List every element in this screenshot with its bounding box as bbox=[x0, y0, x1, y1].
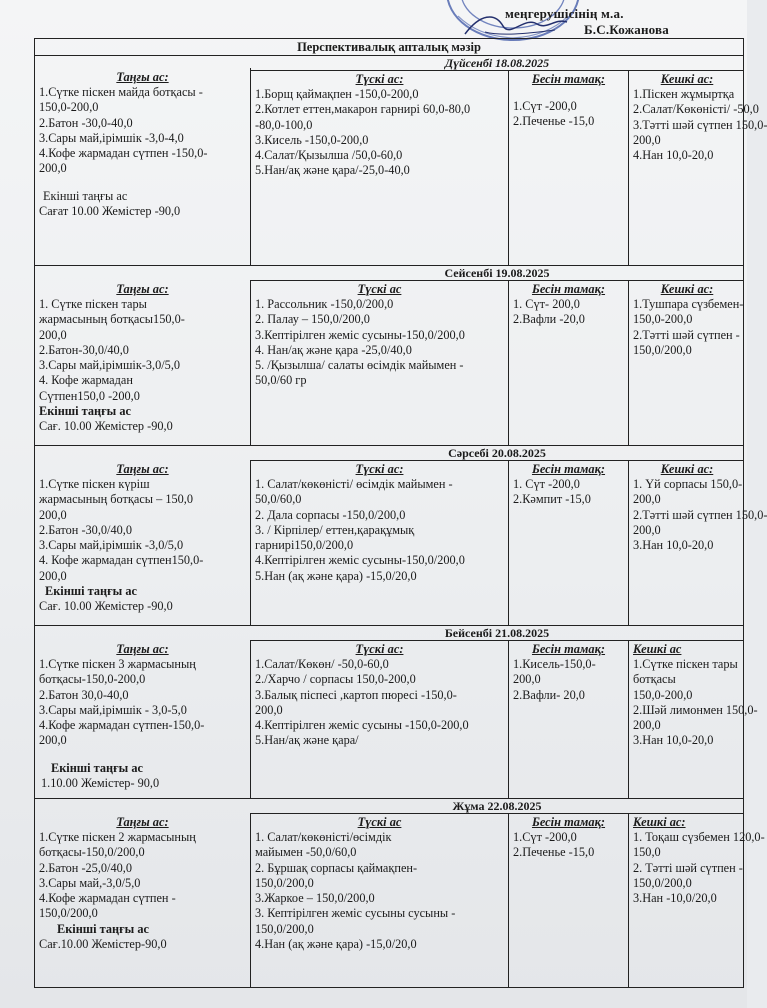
breakfast-heading: Таңғы ас: bbox=[116, 815, 169, 829]
menu-line: 2.Батон -30,0-40,0 bbox=[39, 115, 133, 130]
menu-line: 4.Кептірілген жеміс сусыны-150,0/200,0 bbox=[255, 553, 465, 568]
menu-line: 4.Кофе жармадан сүтпен - bbox=[39, 891, 176, 906]
menu-line: 4. Нан/ақ және қара -25,0/40,0 bbox=[255, 342, 412, 357]
dinner-heading: Кешкі ас: bbox=[660, 462, 714, 476]
lunch-cell bbox=[251, 280, 509, 445]
snack-cell bbox=[509, 280, 629, 445]
lunch-cell bbox=[251, 813, 509, 987]
menu-line: 3.Тәтті шәй сүтпен 150,0- bbox=[633, 117, 767, 132]
breakfast-cell bbox=[35, 460, 251, 625]
menu-line: 150,0/200,0 bbox=[633, 342, 692, 357]
menu-line: гарнирі150,0/200,0 bbox=[255, 538, 354, 553]
approver-title: меңгерушісінің м.а. bbox=[505, 6, 624, 21]
menu-line: 1.Сүт -200,0 bbox=[513, 99, 577, 113]
menu-line: 150,0-200,0 bbox=[633, 687, 693, 702]
menu-line: 3.Жаркое – 150,0/200,0 bbox=[255, 891, 375, 906]
breakfast-heading: Таңғы ас: bbox=[116, 462, 169, 476]
menu-line: 4.Салат/Қызылша /50,0-60,0 bbox=[255, 148, 403, 163]
menu-line: 1. Рассольник -150,0/200,0 bbox=[255, 297, 394, 311]
menu-line: 2.Вафли- 20,0 bbox=[513, 687, 585, 702]
menu-line: 5.Нан/ақ және қара/ bbox=[255, 733, 359, 748]
menu-line: 200,0 bbox=[39, 507, 67, 522]
menu-line: 50,0/60,0 bbox=[255, 492, 302, 507]
menu-line: 5.Нан (ақ және қара) -15,0/20,0 bbox=[255, 568, 417, 583]
menu-line: 200,0 bbox=[633, 718, 661, 733]
menu-line: 3.Сары май,ірімшік -3,0/5,0 bbox=[39, 538, 184, 553]
menu-line: ботқасы-150,0/200,0 bbox=[39, 845, 145, 860]
menu-line: 4.Кофе жармадан сүтпен-150,0- bbox=[39, 718, 205, 733]
menu-line: 1. Сүт -200,0 bbox=[513, 477, 580, 491]
menu-line: 200,0 bbox=[513, 672, 541, 687]
second-breakfast-title: Екінші таңғы ас bbox=[57, 921, 149, 936]
menu-line: 3.Кисель -150,0-200,0 bbox=[255, 132, 369, 147]
menu-line: 3.Нан 10,0-20,0 bbox=[633, 733, 714, 748]
dinner-cell bbox=[629, 70, 767, 265]
day-block-wednesday bbox=[35, 446, 767, 626]
menu-line: 2.Батон -25,0/40,0 bbox=[39, 860, 132, 875]
dinner-heading: Кешкі ас: bbox=[633, 815, 686, 829]
breakfast-heading: Таңғы ас: bbox=[116, 282, 169, 296]
dinner-cell bbox=[629, 280, 745, 445]
lunch-heading: Түскі ас: bbox=[355, 642, 404, 656]
menu-line: 2. Палау – 150,0/200,0 bbox=[255, 312, 370, 327]
breakfast-cell bbox=[35, 640, 251, 798]
menu-line: 1.Салат/Көкөн/ -50,0-60,0 bbox=[255, 657, 389, 671]
second-breakfast-title: Екінші таңғы ас bbox=[39, 404, 131, 419]
menu-line: 2.Тәтті шәй сүтпен - bbox=[633, 327, 740, 342]
second-breakfast-line: Сағ. 10.00 Жемістер -90,0 bbox=[39, 419, 173, 434]
menu-line: 150,0/200,0 bbox=[633, 875, 692, 890]
menu-line: 3. Кептірілген жеміс сусыны сусыны - bbox=[255, 906, 456, 921]
menu-line: 1. Салат/көкөністі/ өсімдік майымен - bbox=[255, 477, 453, 491]
menu-line: майымен -50,0/60,0 bbox=[255, 845, 357, 860]
lunch-heading: Түскі ас bbox=[357, 282, 402, 296]
menu-line: 150,0/200,0 bbox=[255, 875, 314, 890]
menu-line: 200,0 bbox=[633, 492, 661, 507]
lunch-heading: Түскі ас: bbox=[355, 72, 404, 86]
menu-line: 150,0-200,0 bbox=[633, 312, 693, 327]
menu-line: Сүтпен150,0 -200,0 bbox=[39, 388, 140, 403]
menu-line: 2./Харчо / сорпасы 150,0-200,0 bbox=[255, 672, 416, 687]
menu-line: 4.Нан 10,0-20,0 bbox=[633, 148, 714, 163]
menu-line: 2. Тәтті шәй сүтпен - bbox=[633, 860, 743, 875]
menu-line: 200,0 bbox=[39, 327, 67, 342]
menu-line: 2.Батон-30,0/40,0 bbox=[39, 342, 129, 357]
menu-line: 1.Сүтке піскен 2 жармасының bbox=[39, 830, 196, 844]
menu-line: 1. Салат/көкөністі/өсімдік bbox=[255, 830, 392, 844]
breakfast-cell bbox=[35, 813, 251, 987]
snack-heading: Бесін тамақ: bbox=[531, 72, 606, 86]
second-breakfast-title: Екінші таңғы ас bbox=[51, 760, 143, 775]
day-title: Сейсенбі 19.08.2025 bbox=[251, 266, 743, 281]
menu-line: 150,0-200,0 bbox=[39, 100, 99, 115]
menu-line: 2.Кәмпит -15,0 bbox=[513, 492, 591, 507]
menu-line: 2. Дала сорпасы -150,0/200,0 bbox=[255, 507, 406, 522]
dinner-heading: Кешкі ас: bbox=[660, 72, 714, 86]
menu-line: 200,0 bbox=[39, 568, 67, 583]
dinner-cell bbox=[629, 813, 765, 987]
menu-line: ботқасы bbox=[633, 672, 676, 687]
menu-line: 200,0 bbox=[255, 702, 283, 717]
menu-line: 3.Кептірілген жеміс сусыны-150,0/200,0 bbox=[255, 327, 465, 342]
lunch-cell bbox=[251, 640, 509, 798]
lunch-heading: Түскі ас bbox=[357, 815, 402, 829]
menu-line: 4.Нан (ақ және қара) -15,0/20,0 bbox=[255, 937, 417, 952]
dinner-cell bbox=[629, 640, 758, 798]
menu-line: 4.Кофе жармадан сүтпен -150,0- bbox=[39, 146, 208, 161]
second-breakfast-line: 1.10.00 Жемістер- 90,0 bbox=[41, 776, 160, 791]
menu-line: 2.Печенье -15,0 bbox=[513, 845, 595, 860]
menu-line: 1.Сүтке піскен күріш bbox=[39, 477, 150, 491]
menu-line: 3.Балық піспесі ,картоп пюресі -150,0- bbox=[255, 687, 457, 702]
menu-line: 3.Сары май,ірімшік - 3,0-5,0 bbox=[39, 702, 187, 717]
menu-line: 3.Нан 10,0-20,0 bbox=[633, 538, 714, 553]
breakfast-cell bbox=[35, 280, 251, 445]
menu-line: 50,0/60 гр bbox=[255, 373, 307, 388]
snack-cell bbox=[509, 70, 629, 265]
menu-line: 200,0 bbox=[39, 161, 67, 176]
snack-heading: Бесін тамақ: bbox=[531, 642, 606, 656]
day-block-friday bbox=[35, 799, 765, 987]
menu-line: 2.Тәтті шәй сүтпен 150,0- bbox=[633, 507, 767, 522]
lunch-cell bbox=[251, 460, 509, 625]
menu-line: 2.Батон -30,0/40,0 bbox=[39, 522, 132, 537]
menu-line: 200,0 bbox=[39, 733, 67, 748]
second-breakfast-line: Сағ.10.00 Жемістер-90,0 bbox=[39, 937, 167, 952]
menu-title: Перспективалық апталық мәзір bbox=[35, 39, 743, 56]
second-breakfast-title: Екінші таңғы ас bbox=[45, 584, 137, 599]
menu-line: 5.Нан/ақ және қара/-25,0-40,0 bbox=[255, 163, 410, 178]
menu-line: 150,0/200,0 bbox=[39, 906, 98, 921]
breakfast-heading: Таңғы ас: bbox=[116, 642, 169, 656]
menu-line: 4.Кептірілген жеміс сусыны -150,0-200,0 bbox=[255, 718, 469, 733]
second-breakfast-line: Сағ. 10.00 Жемістер -90,0 bbox=[39, 599, 173, 614]
menu-line: 1.Піскен жұмыртқа bbox=[633, 87, 735, 101]
menu-line: 2.Шәй лимонмен 150,0- bbox=[633, 702, 758, 717]
breakfast-heading: Таңғы ас: bbox=[116, 70, 169, 84]
lunch-cell bbox=[251, 70, 509, 265]
day-title: Бейсенбі 21.08.2025 bbox=[251, 626, 743, 641]
menu-line: 1. Тоқаш сүзбемен 120,0- bbox=[633, 830, 765, 844]
menu-line: 4. Кофе жармадан сүтпен150,0- bbox=[39, 553, 204, 568]
menu-line: 1. Сүт- 200,0 bbox=[513, 297, 580, 311]
menu-line: 2.Батон 30,0-40,0 bbox=[39, 687, 129, 702]
snack-cell bbox=[509, 640, 629, 798]
menu-line: 3.Сары май,ірімшік -3,0-4,0 bbox=[39, 130, 184, 145]
breakfast-cell bbox=[35, 68, 251, 265]
menu-line: 3. / Кірпілер/ еттен,қарақұмық bbox=[255, 522, 415, 537]
menu-line: 150,0 bbox=[633, 845, 661, 860]
menu-line: 3.Сары май,-3,0/5,0 bbox=[39, 875, 141, 890]
day-block-tuesday bbox=[35, 266, 743, 446]
day-title: Сәрсебі 20.08.2025 bbox=[251, 446, 743, 461]
menu-line: 2.Печенье -15,0 bbox=[513, 114, 595, 129]
lunch-heading: Түскі ас: bbox=[355, 462, 404, 476]
menu-line: жармасының ботқасы150,0- bbox=[39, 312, 185, 327]
menu-line: 3.Нан -10,0/20,0 bbox=[633, 891, 717, 906]
menu-line: 1.Сүт -200,0 bbox=[513, 830, 577, 844]
dinner-heading: Кешкі ас bbox=[633, 642, 682, 656]
menu-line: 2. Бұршақ сорпасы қаймақпен- bbox=[255, 860, 418, 875]
menu-line: 1.Сүтке піскен тары bbox=[633, 657, 738, 671]
menu-line: 1.Кисель-150,0- bbox=[513, 657, 596, 671]
menu-line: 2.Котлет еттен,макарон гарнирі 60,0-80,0 bbox=[255, 102, 471, 117]
approver-name: Б.С.Кожанова bbox=[584, 22, 669, 37]
snack-heading: Бесін тамақ: bbox=[531, 815, 606, 829]
menu-line: 4. Кофе жармадан bbox=[39, 373, 133, 388]
menu-line: 200,0 bbox=[633, 132, 661, 147]
menu-line: ботқасы-150,0-200,0 bbox=[39, 672, 146, 687]
dinner-heading: Кешкі ас: bbox=[660, 282, 714, 296]
menu-line: 5. /Қызылша/ салаты өсімдік майымен - bbox=[255, 358, 464, 373]
menu-line: -80,0-100,0 bbox=[255, 117, 313, 132]
second-breakfast-title: Екінші таңғы ас bbox=[43, 188, 128, 203]
dinner-cell bbox=[629, 460, 767, 625]
menu-line: 1.Борщ қаймақпен -150,0-200,0 bbox=[255, 87, 419, 101]
day-block-monday bbox=[35, 56, 767, 266]
menu-line: 2.Вафли -20,0 bbox=[513, 312, 585, 327]
menu-line: 3.Сары май,ірімшік-3,0/5,0 bbox=[39, 358, 181, 373]
snack-heading: Бесін тамақ: bbox=[531, 282, 606, 296]
menu-line: 1. Сүтке піскен тары bbox=[39, 297, 147, 311]
snack-cell bbox=[509, 813, 629, 987]
second-breakfast-line: Сағат 10.00 Жемістер -90,0 bbox=[39, 204, 181, 219]
menu-line: 2.Салат/Көкөністі/ -50,0 bbox=[633, 102, 759, 117]
menu-line: 200,0 bbox=[633, 522, 661, 537]
menu-line: 1. Үй сорпасы 150,0- bbox=[633, 477, 743, 491]
menu-line: 1.Тушпара сүзбемен- bbox=[633, 297, 744, 311]
menu-table bbox=[34, 38, 767, 988]
day-title: Дүйсенбі 18.08.2025 bbox=[251, 56, 743, 71]
day-title: Жұма 22.08.2025 bbox=[251, 799, 743, 814]
menu-line: 1.Сүтке піскен майда ботқасы - bbox=[39, 85, 203, 99]
snack-cell bbox=[509, 460, 629, 625]
menu-line: 150,0/200,0 bbox=[255, 921, 314, 936]
menu-line: 1.Сүтке піскен 3 жармасының bbox=[39, 657, 196, 671]
snack-heading: Бесін тамақ: bbox=[531, 462, 606, 476]
menu-line: жармасының ботқасы – 150,0 bbox=[39, 492, 194, 507]
day-block-thursday bbox=[35, 626, 758, 799]
